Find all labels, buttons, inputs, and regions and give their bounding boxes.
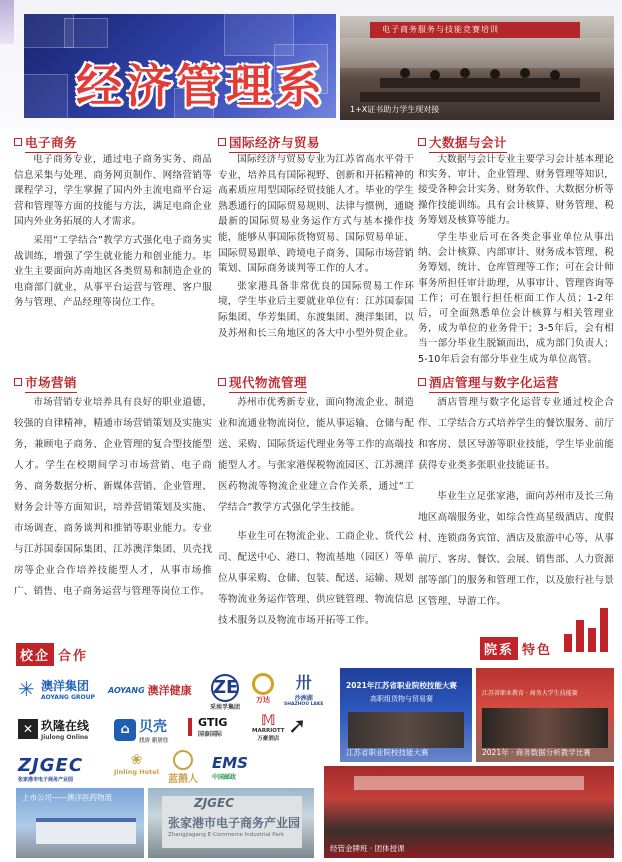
shazhou-icon: 卅 <box>295 673 312 692</box>
logo-aoyang-health <box>108 682 192 698</box>
logo-lanyan <box>168 750 198 785</box>
section-paragraph: 毕业生可在物流企业、工商企业、货代公司、配送中心、港口、物流基地（园区）等单位从事采购、仓储、包装、配送、运输、规划等物流业务运作管理、供应链管理、物流信息技术服务以及物流市场开拓等工作。 <box>218 531 414 626</box>
section-paragraph: 采用“工学结合”教学方式强化电子商务实战训练，增强了学生就业能力和创业能力。毕业生主要面向苏南地区各类贸易和制造企业的电商部门就业，从事平台运营与管理、客户服务与管理、产品经理等岗位工作。 <box>14 234 212 309</box>
section-paragraph: 学生毕业后可在各类企事业单位从事出纳、会计核算、内部审计、财务成本管理、税务筹划、统计、仓库管理等工作；可在会计师事务所担任审计助理，从事审计、管理咨询等工作；可在银行担任柜面工作人员；1-2年后，可全面熟悉单位会计核算与相关管理业务，成为单位的业务骨干；3-5年后，会有相当一部分毕业生脱颖而出，成为部门负责人；5-10年后会有部分毕业生成为单位高管。 <box>418 232 614 365</box>
logo-name: Jinling Hotel <box>114 768 159 776</box>
section-title: 市场营销 <box>25 375 78 390</box>
section-title: 现代物流管理 <box>229 375 308 390</box>
aoyang-star-icon: ✳ <box>18 677 35 701</box>
square-bullet-icon <box>418 378 426 386</box>
logo-name: 沙洲湖 <box>294 695 313 702</box>
photo-caption: 经管金牌班 · 团体授课 <box>330 844 405 853</box>
logo-beike <box>114 716 168 744</box>
gtig-icon <box>188 718 198 736</box>
teaching-banner: 江苏省职业教育 · 商务大学生技能赛 <box>482 690 578 697</box>
logo-sub: 中国邮政 <box>212 774 237 781</box>
section-logistics <box>218 374 414 631</box>
logo-sub: 万豪酒店 <box>257 736 280 742</box>
feature-tag-a: 院系 <box>480 637 518 660</box>
wanda-icon <box>252 673 274 695</box>
logo-name: 蓝鹅人 <box>168 774 198 785</box>
photo-caption: 上市公司——澳洋医药物流 <box>22 793 112 802</box>
section-paragraph: 张家港具备非常优良的国际贸易工作环境，学生毕业后主要就业单位有：江苏国泰国际集团、华芳集团、东渡集团、澳洋集团，以及苏州和长三角地区的各大中小型外贸企业。 <box>218 280 414 339</box>
jinling-icon: ❀ <box>130 752 143 768</box>
logo-name: 万达 <box>256 696 270 704</box>
logo-sub: 国泰国际 <box>198 731 223 738</box>
logo-name: 玖隆在线 <box>41 719 90 733</box>
logo-gtig <box>188 716 227 738</box>
logo-name: ZJGEC <box>18 755 84 776</box>
logo-sub: 张家港市电子商务产业园 <box>18 777 74 783</box>
contest-subbanner: 高职组货物与贸易赛 <box>370 695 433 703</box>
coop-tag-b: 合作 <box>58 648 89 664</box>
logo-shazhou-lake <box>284 670 323 707</box>
square-bullet-icon <box>14 378 22 386</box>
logo-name: 澳洋健康 <box>147 684 192 697</box>
logo-wanda <box>252 673 274 705</box>
logo-sub: Jiulong Online <box>41 734 89 741</box>
logo-name: GTIG <box>198 716 228 729</box>
lanyan-icon <box>173 750 193 770</box>
logo-jinling <box>114 752 159 776</box>
logo-zf <box>210 674 240 711</box>
logo-name: MARRIOTT <box>252 728 285 734</box>
logo-arrow-brand <box>288 714 306 739</box>
section-title: 大数据与会计 <box>429 135 508 150</box>
jiulong-icon: ✕ <box>18 719 38 739</box>
beike-icon: ⌂ <box>114 719 136 741</box>
photo-teaching-contest <box>476 668 614 762</box>
section-paragraph: 电子商务专业，通过电子商务实务、商品信息采集与处理、商务网页制作、网络营销等课程学习，学生掌握了国内外主流电商平台运营和管理等方面的技能与方法，满足电商企业国内外业务拓展的人才需求。 <box>14 154 212 228</box>
decor-bars <box>564 608 614 652</box>
section-paragraph: 酒店管理与数字化运营专业通过校企合作、工学结合方式培养学生的餐饮服务、前厅和客房、景区导游等职业技能，学生毕业前能获得专业类多张职业技能证书。 <box>418 397 614 471</box>
logo-sub: AOYANG GROUP <box>41 694 95 701</box>
photo-ecommerce-park <box>148 788 314 858</box>
logo-jiulong <box>18 717 89 741</box>
logo-name: EMS <box>212 754 248 772</box>
logo-aoyang-group <box>18 677 95 701</box>
header-banner <box>24 14 336 118</box>
sign-en: Zhangjiagang E-Commerce Industrial Park <box>168 832 285 838</box>
section-title: 电子商务 <box>25 135 78 150</box>
page-title: 经济管理系 <box>76 59 326 113</box>
logo-name: 贝壳 <box>139 719 167 735</box>
section-title: 酒店管理与数字化运营 <box>429 375 560 390</box>
square-bullet-icon <box>218 138 226 146</box>
square-bullet-icon <box>14 138 22 146</box>
contest-banner: 2021年江苏省职业院校技能大赛 <box>346 681 457 690</box>
sign-text: 张家港市电子商务产业园 <box>168 816 301 830</box>
section-paragraph: 国际经济与贸易专业为江苏省高水平骨干专业，培养具有国际视野、创新和开拓精神的高素质应用型国际经贸技能人才。毕业的学生熟悉通行的国际贸易规则、法律与惯例，通晓最新的国际贸易业务运作方式与基本操作技能，能够从事国际货物贸易、国际贸易单证、国际贸易跟单、跨境电子商务、国际市场营销策划、国际商务谈判等工作的人才。 <box>218 154 414 275</box>
logo-sub: SHAZHOU LAKE <box>284 702 324 707</box>
logo-zjgec <box>18 755 83 783</box>
section-title: 国际经济与贸易 <box>229 135 321 150</box>
arrow-icon: ➚ <box>288 714 307 739</box>
sign-big: ZJGEC <box>194 796 235 810</box>
coop-tag-a: 校企 <box>16 643 54 666</box>
logo-name: ZE <box>211 674 239 702</box>
photo-caption: 2021年 · 商务数据分析教学比赛 <box>482 748 591 757</box>
logo-ems <box>212 754 248 781</box>
header-photo <box>340 16 614 120</box>
logo-name: 澳洋集团 <box>41 679 90 693</box>
photo-group <box>324 766 614 858</box>
logo-sub: 找房 新居住 <box>139 738 169 744</box>
square-bullet-icon <box>418 138 426 146</box>
photo-caption: 1+X证书助力学生现对接 <box>350 105 440 114</box>
section-paragraph: 毕业生立足张家港，面向苏州市及长三角地区高端服务业，如综合性高星级酒店、度假村、连锁商务宾馆、酒店及旅游中心等，从事前厅、客房、餐饮、会展、销售部、人力资源部等部门的服务和管理工作，以及旅行社与景区管理、导游工作。 <box>418 491 614 607</box>
marriott-icon: 𝕄 <box>260 713 276 729</box>
decor-stripe <box>0 0 14 44</box>
feature-tag-b: 特色 <box>522 642 553 658</box>
square-bullet-icon <box>218 378 226 386</box>
section-marketing <box>14 374 212 602</box>
logo-sub: AOYANG <box>108 685 145 695</box>
section-paragraph: 苏州市优秀新专业，面向物流企业、制造业和流通业物流岗位，能从事运输、仓储与配送、采购、国际货运代理业务等工作的高端技能型人才。与张家港保税物流园区、江苏澳洋医药物流等物流企业建立合作关系，通过“工学结合”教学方式强化学生技能。 <box>218 397 414 513</box>
photo-skills-contest <box>340 668 472 762</box>
section-ecommerce <box>14 134 212 311</box>
coop-tag <box>16 643 88 665</box>
photo-banner-text: 电子商务服务与技能竞赛培训 <box>382 25 499 34</box>
logo-marriott <box>252 714 285 742</box>
section-big-data-accounting <box>418 134 614 367</box>
section-hotel-management <box>418 374 614 612</box>
photo-aoyang-logistics <box>16 788 144 858</box>
feature-tag <box>480 637 552 659</box>
section-paragraph: 市场营销专业培养具有良好的职业道德，较强的自律精神，精通市场营销策划及实施实务，兼顾电子商务、企业管理的复合型技能型人才。学生在校期间学习市场营销、电子商务、商务数据分析、新媒体营销、企业管理、财务会计等方面知识，培养营销策划及实施、市场调查、商务谈判和推销等职业能力。专业与江苏国泰国际集团、江苏澳洋集团、贝壳找房等企业合作培养技能型人才，从事市场推广、销售、电子商务运营与管理等岗位工作。 <box>14 397 212 597</box>
logo-sub: 采埃孚集团 <box>210 704 241 711</box>
photo-caption: 江苏省职业院校技能大赛 <box>346 748 429 757</box>
section-paragraph: 大数据与会计专业主要学习会计基本理论和实务、审计、企业管理、财务管理等知识，接受各种会计实务、财务软件、大数据分析等操作技能训练。具有会计核算、财务管理、税务筹划及核算等能力。 <box>418 154 614 226</box>
section-international-trade <box>218 134 414 341</box>
